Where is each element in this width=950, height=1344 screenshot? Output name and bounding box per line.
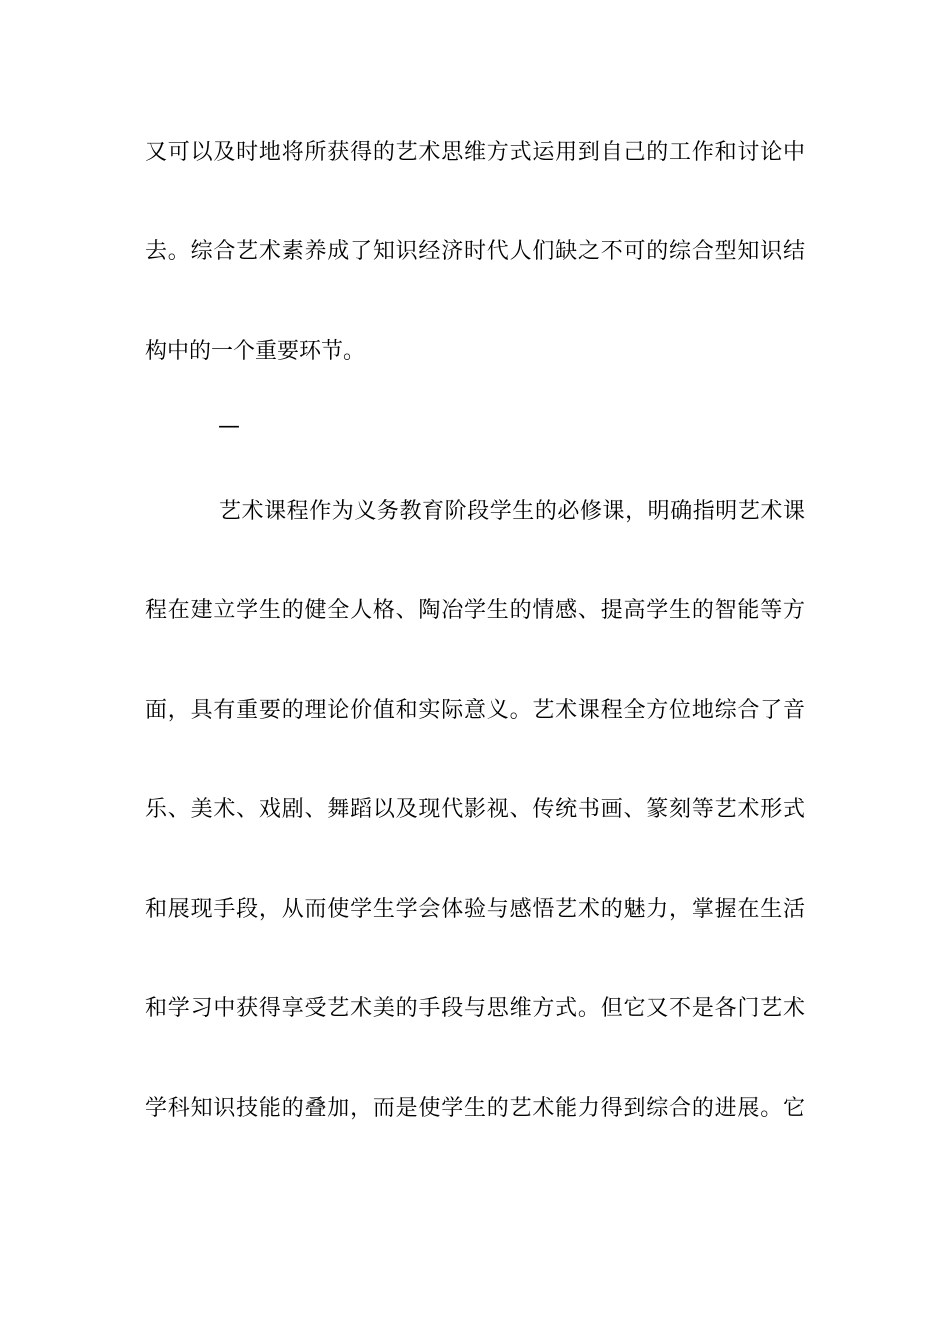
paragraph-2-line-4: 乐、美术、戏剧、舞蹈以及现代影视、传统书画、篆刻等艺术形式 (145, 797, 805, 822)
paragraph-2-line-2: 程在建立学生的健全人格、陶冶学生的情感、提高学生的智能等方 (145, 598, 805, 623)
paragraph-2-line-1: 艺术课程作为义务教育阶段学生的必修课，明确指明艺术课 (219, 499, 805, 524)
paragraph-2-line-6: 和学习中获得享受艺术美的手段与思维方式。但它又不是各门艺术 (145, 996, 805, 1021)
paragraph-2-line-5: 和展现手段，从而使学生学会体验与感悟艺术的魅力，掌握在生活 (145, 897, 805, 922)
paragraph-2-line-3: 面，具有重要的理论价值和实际意义。艺术课程全方位地综合了音 (145, 698, 805, 723)
section-marker: — (218, 414, 240, 439)
paragraph-1-line-1: 又可以及时地将所获得的艺术思维方式运用到自己的工作和讨论中 (145, 140, 805, 165)
paragraph-1-line-3: 构中的一个重要环节。 (145, 339, 366, 364)
paragraph-1-line-2: 去。综合艺术素养成了知识经济时代人们缺之不可的综合型知识结 (145, 239, 805, 264)
paragraph-2-line-7: 学科知识技能的叠加，而是使学生的艺术能力得到综合的进展。它 (145, 1096, 805, 1121)
